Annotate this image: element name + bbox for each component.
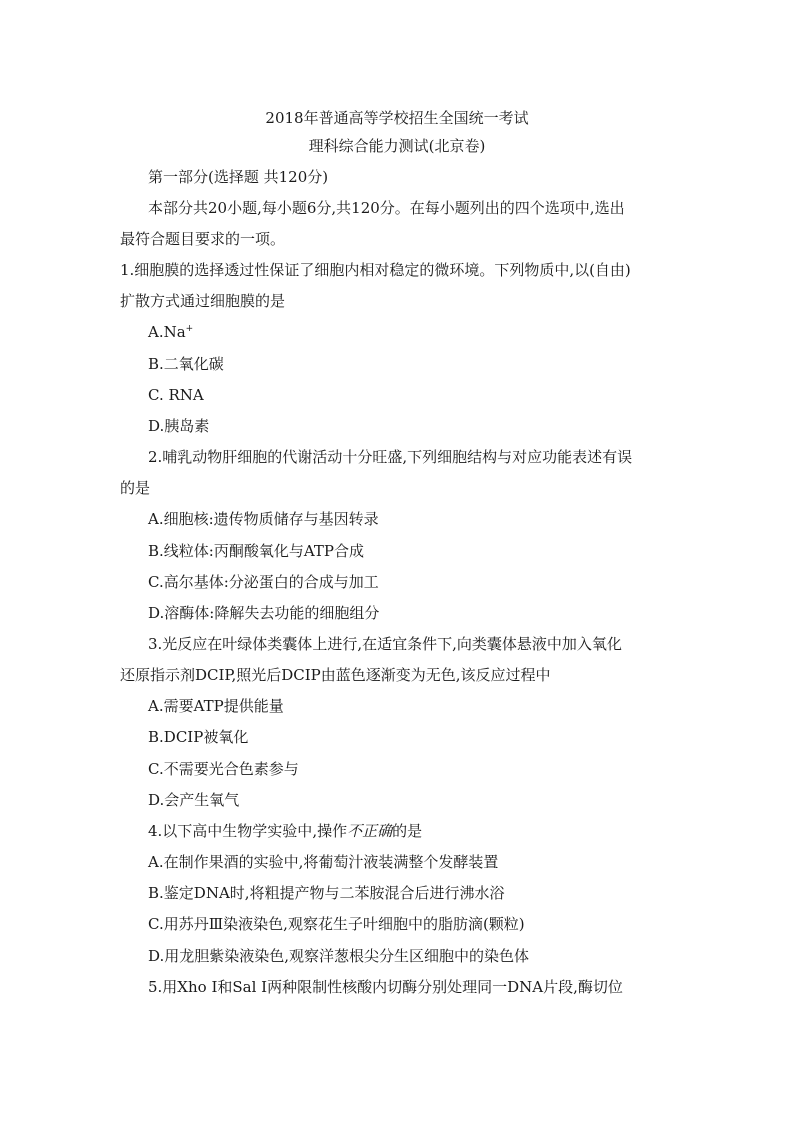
q1-stem-line1: 1.细胞膜的选择透过性保证了细胞内相对稳定的微环境。下列物质中,以(自由) — [120, 261, 631, 279]
q2-stem-line1: 2.哺乳动物肝细胞的代谢活动十分旺盛,下列细胞结构与对应功能表述有误 — [148, 448, 633, 466]
part1-instructions-line1: 本部分共20小题,每小题6分,共120分。在每小题列出的四个选项中,选出 — [148, 199, 625, 217]
q1-option-a-text: A.Na — [148, 323, 186, 341]
q4-option-c: C.用苏丹Ⅲ染液染色,观察花生子叶细胞中的脂肪滴(颗粒) — [148, 915, 525, 933]
exam-subtitle: 理科综合能力测试(北京卷) — [308, 137, 486, 155]
q1-option-a — [148, 322, 193, 342]
q3-option-a: A.需要ATP提供能量 — [148, 697, 284, 715]
q4-option-a: A.在制作果酒的实验中,将葡萄汁液装满整个发酵装置 — [148, 853, 499, 871]
q4-stem-emphasis: 不正确 — [347, 822, 393, 840]
part1-heading: 第一部分(选择题 共120分) — [148, 168, 329, 186]
q3-stem-line2: 还原指示剂DCIP,照光后DCIP由蓝色逐渐变为无色,该反应过程中 — [120, 666, 551, 684]
q4-stem-text: 4.以下高中生物学实验中,操作 — [148, 822, 348, 840]
q4-stem-suffix: 的是 — [392, 822, 423, 840]
q1-option-b: B.二氧化碳 — [148, 355, 224, 373]
q5-stem-line1: 5.用Xho Ⅰ和Sal Ⅰ两种限制性核酸内切酶分别处理同一DNA片段,酶切位 — [148, 978, 623, 996]
q4-option-d: D.用龙胆紫染液染色,观察洋葱根尖分生区细胞中的染色体 — [148, 947, 530, 965]
q2-option-d: D.溶酶体:降解失去功能的细胞组分 — [148, 604, 380, 622]
q3-option-c: C.不需要光合色素参与 — [148, 760, 299, 778]
part1-instructions-line2: 最符合题目要求的一项。 — [120, 230, 286, 248]
q2-stem-line2: 的是 — [120, 479, 151, 497]
q2-option-a: A.细胞核:遗传物质储存与基因转录 — [148, 510, 379, 528]
q1-stem-line2: 扩散方式通过细胞膜的是 — [120, 292, 286, 310]
q2-option-c: C.高尔基体:分泌蛋白的合成与加工 — [148, 573, 379, 591]
q3-stem-line1: 3.光反应在叶绿体类囊体上进行,在适宜条件下,向类囊体悬液中加入氧化 — [148, 635, 622, 653]
q1-option-d: D.胰岛素 — [148, 417, 210, 435]
q4-option-b: B.鉴定DNA时,将粗提产物与二苯胺混合后进行沸水浴 — [148, 884, 505, 902]
q2-option-b: B.线粒体:丙酮酸氧化与ATP合成 — [148, 542, 364, 560]
q3-option-b: B.DCIP被氧化 — [148, 728, 249, 746]
q1-option-a-superscript: + — [185, 324, 194, 334]
q1-option-c: C. RNA — [148, 386, 204, 404]
q4-stem — [148, 821, 422, 841]
exam-title: 2018年普通高等学校招生全国统一考试 — [265, 109, 529, 127]
q3-option-d: D.会产生氧气 — [148, 791, 240, 809]
